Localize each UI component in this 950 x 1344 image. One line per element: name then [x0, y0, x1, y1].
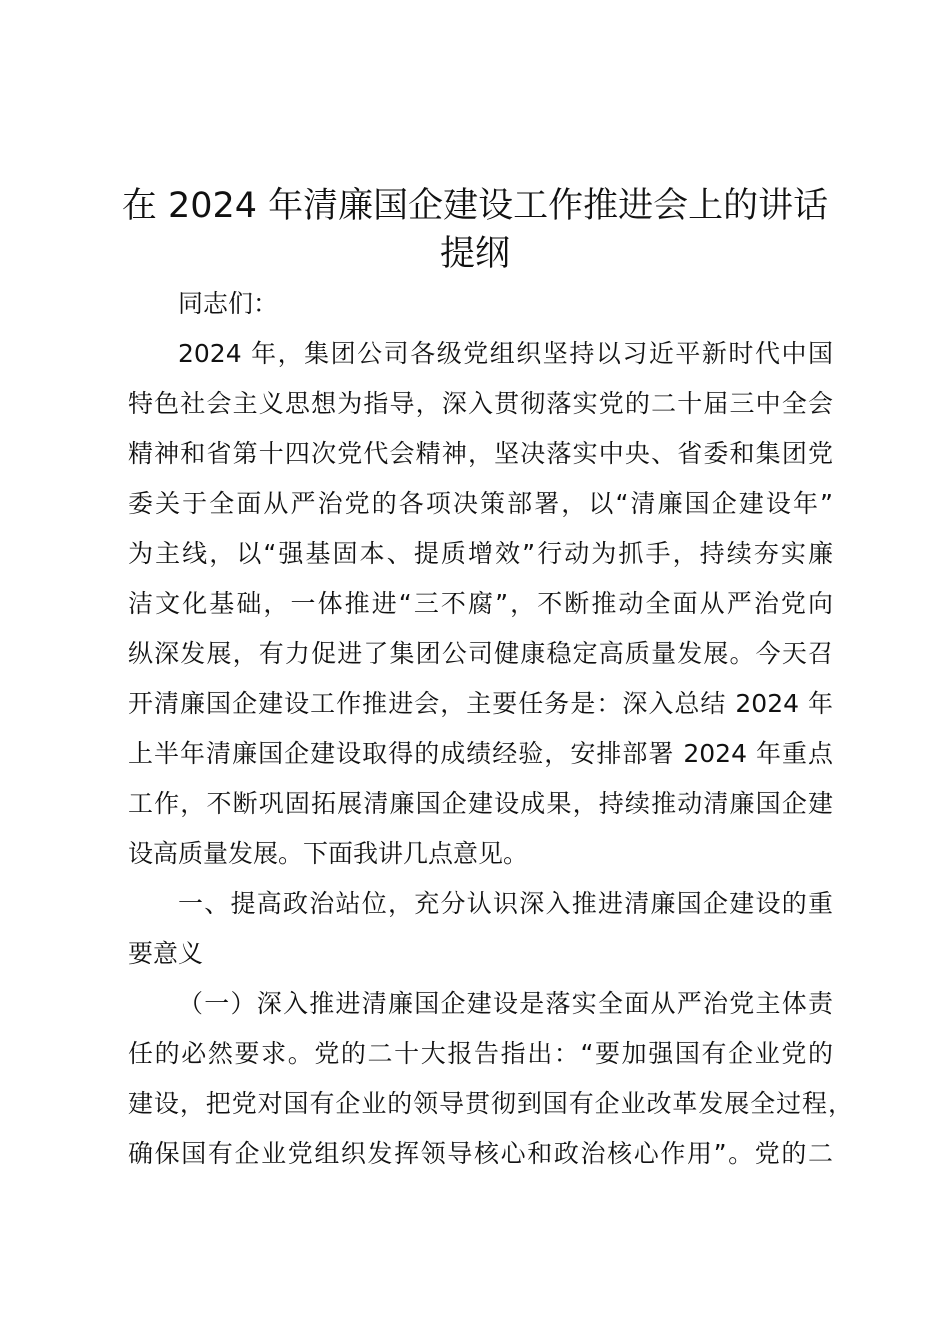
paragraph-line: 为主线，以“强基固本、提质增效”行动为抓手，持续夯实廉	[128, 539, 833, 568]
paragraph-line: 建设，把党对国有企业的领导贯彻到国有企业改革发展全过程，	[128, 1089, 853, 1118]
paragraph-line: （一）深入推进清廉国企建设是落实全面从严治党主体责	[178, 989, 833, 1018]
paragraph-line: 确保国有企业党组织发挥领导核心和政治核心作用”。党的二	[128, 1139, 833, 1168]
paragraph-line: 工作，不断巩固拓展清廉国企建设成果，持续推动清廉国企建	[128, 789, 833, 818]
paragraph-line: 精神和省第十四次党代会精神，坚决落实中央、省委和集团党	[128, 439, 833, 468]
paragraph-line: 2024 年，集团公司各级党组织坚持以习近平新时代中国	[178, 339, 833, 368]
salutation: 同志们：	[178, 289, 279, 318]
paragraph-line: 纵深发展，有力促进了集团公司健康稳定高质量发展。今天召	[128, 639, 833, 668]
paragraph-line: 上半年清廉国企建设取得的成绩经验，安排部署 2024 年重点	[128, 739, 833, 768]
paragraph-line: 任的必然要求。党的二十大报告指出：“要加强国有企业党的	[128, 1039, 833, 1068]
paragraph-line: 设高质量发展。下面我讲几点意见。	[128, 839, 529, 868]
paragraph-line: 特色社会主义思想为指导，深入贯彻落实党的二十届三中全会	[128, 389, 833, 418]
paragraph-line: 洁文化基础，一体推进“三不腐”，不断推动全面从严治党向	[128, 589, 833, 618]
paragraph-line: 开清廉国企建设工作推进会，主要任务是：深入总结 2024 年	[128, 689, 833, 718]
paragraph-line: 委关于全面从严治党的各项决策部署，以“清廉国企建设年”	[128, 489, 833, 518]
document-title-line2: 提纲	[439, 234, 510, 274]
section-heading-line: 一、提高政治站位，充分认识深入推进清廉国企建设的重	[178, 889, 833, 918]
section-heading-line: 要意义	[128, 939, 204, 968]
document-title-line1: 在 2024 年清廉国企建设工作推进会上的讲话	[121, 186, 829, 226]
